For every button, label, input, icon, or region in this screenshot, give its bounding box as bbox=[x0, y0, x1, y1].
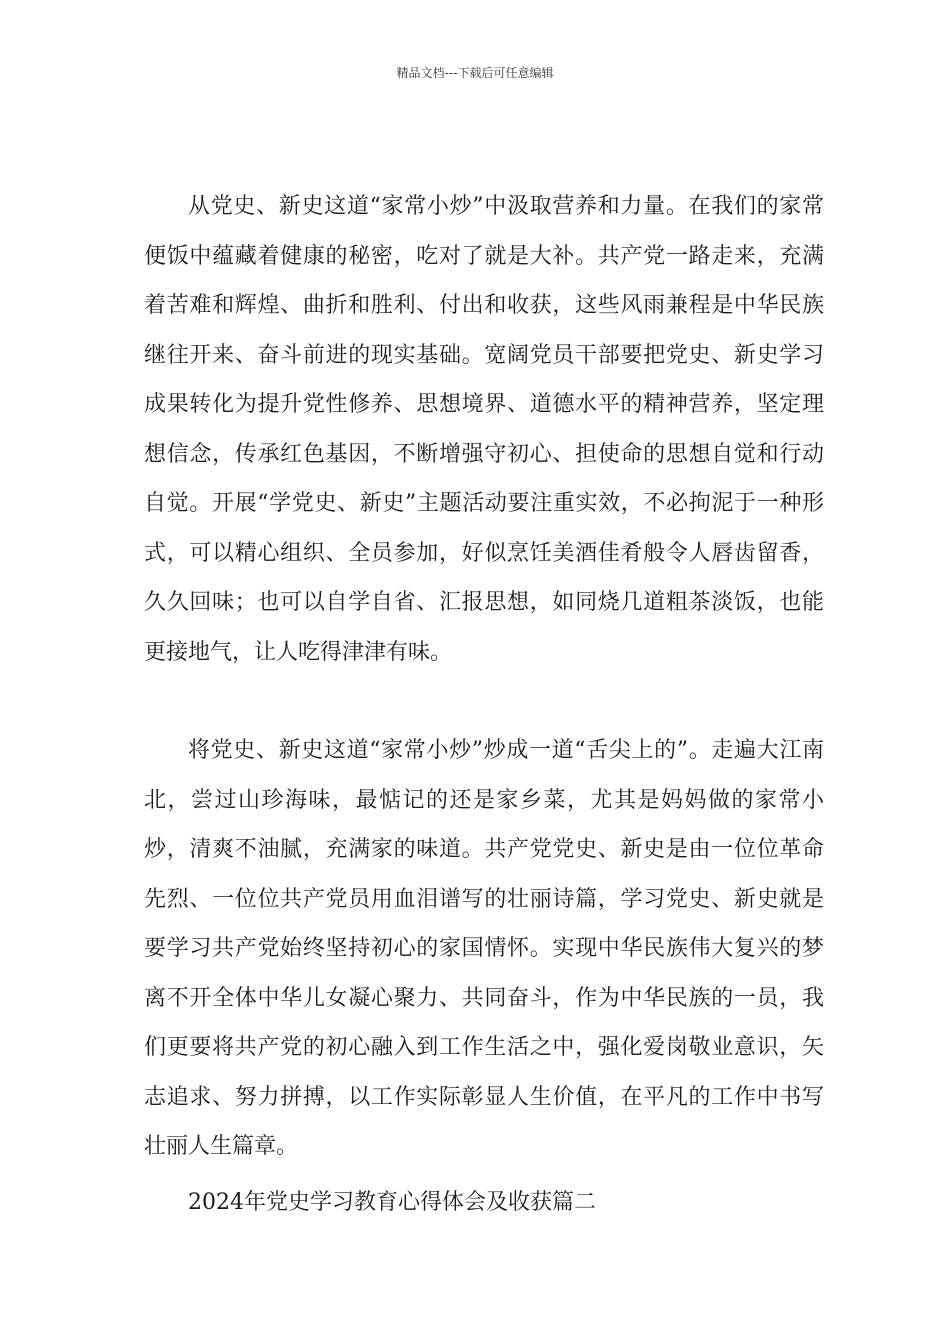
page-header: 精品文档---下载后可任意编辑 bbox=[396, 66, 554, 80]
document-body bbox=[144, 182, 824, 1227]
paragraph-1: 从党史、新史这道“家常小炒”中汲取营养和力量。在我们的家常便饭中蕴藏着健康的秘密，吃对了就是大补。共产党一路走来，充满着苦难和辉煌、曲折和胜利、付出和收获，这些风雨兼程是中华民族继往开来、奋斗前进的现实基础。宽阔党员干部要把党史、新史学习成果转化为提升党性修养、思想境界、道德水平的精神营养，坚定理想信念，传承红色基因，不断增强守初心、担使命的思想自觉和行动自觉。开展“学党史、新史”主题活动要注重实效，不必拘泥于一种形式，可以精心组织、全员参加，好似烹饪美酒佳肴般令人唇齿留香，久久回味；也可以自学自省、汇报思想，如同烧几道粗茶淡饭，也能更接地气，让人吃得津津有味。 bbox=[144, 194, 824, 665]
paragraph-2: 将党史、新史这道“家常小炒”炒成一道“舌尖上的”。走遍大江南北，尝过山珍海味，最惦记的还是家乡菜，尤其是妈妈做的家常小炒，清爽不油腻，充满家的味道。共产党党史、新史是由一位位革命先烈、一位位共产党员用血泪谱写的壮丽诗篇，学习党史、新史就是要学习共产党始终坚持初心的家国情怀。实现中华民族伟大复兴的梦离不开全体中华儿女凝心聚力、共同奋斗，作为中华民族的一员，我们更要将共产党的初心融入到工作生活之中，强化爱岗敬业意识，矢志追求、努力拼搏，以工作实际彰显人生价值，在平凡的工作中书写壮丽人生篇章。 bbox=[144, 738, 824, 1159]
section-title: 2024年党史学习教育心得体会及收获篇二 bbox=[188, 1189, 596, 1215]
